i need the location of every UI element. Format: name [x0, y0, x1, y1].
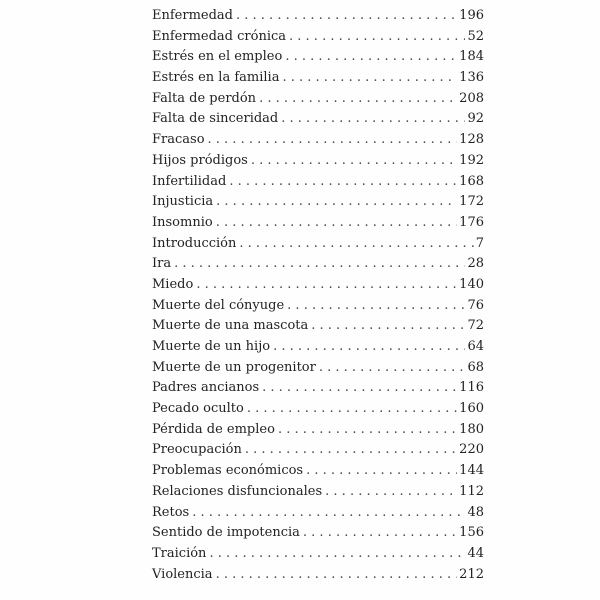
index-list [152, 6, 484, 585]
index-entry [152, 172, 484, 193]
index-entry [152, 234, 484, 255]
entry-page-number: 112 [459, 483, 484, 499]
dot-leader [319, 358, 466, 379]
dot-leader [325, 482, 457, 503]
index-entry [152, 440, 484, 461]
index-entry [152, 503, 484, 524]
index-entry [152, 27, 484, 48]
index-entry [152, 151, 484, 172]
dot-leader [281, 109, 465, 130]
entry-title: Insomnio [152, 214, 213, 230]
dot-leader [251, 151, 457, 172]
dot-leader [306, 461, 457, 482]
entry-page-number: 28 [467, 256, 484, 272]
entry-title: Padres ancianos [152, 380, 260, 396]
dot-leader [196, 275, 457, 296]
dot-leader [273, 337, 465, 358]
dot-leader [247, 399, 457, 420]
dot-leader [289, 27, 465, 48]
entry-page-number: 196 [459, 8, 484, 23]
entry-page-number: 48 [467, 504, 484, 520]
entry-title: Muerte del cónyuge [152, 297, 285, 313]
index-entry [152, 47, 484, 68]
entry-title: Falta de perdón [152, 90, 257, 106]
entry-page-number: 176 [459, 214, 484, 230]
index-entry [152, 275, 484, 296]
entry-page-number: 64 [467, 339, 484, 354]
entry-title: Estrés en el empleo [152, 49, 283, 65]
entry-title: Introducción [152, 235, 237, 251]
index-entry [152, 565, 484, 586]
entry-title: Falta de sinceridad [152, 111, 279, 127]
dot-leader [303, 523, 457, 544]
dot-leader [216, 565, 458, 586]
dot-leader [287, 296, 465, 317]
entry-title: Problemas económicos [152, 463, 304, 479]
index-entry [152, 420, 484, 441]
index-entry [152, 213, 484, 234]
entry-page-number: 76 [467, 297, 484, 313]
entry-page-number: 144 [459, 463, 484, 479]
index-entry [152, 296, 484, 317]
entry-page-number: 168 [459, 173, 484, 189]
entry-page-number: 172 [459, 194, 484, 210]
entry-page-number: 128 [459, 132, 484, 148]
entry-page-number: 212 [459, 566, 484, 582]
dot-leader [216, 213, 457, 234]
dot-leader [239, 234, 473, 255]
entry-page-number: 72 [467, 318, 484, 334]
entry-page-number: 184 [459, 49, 484, 65]
index-entry [152, 109, 484, 130]
entry-title: Ira [152, 256, 172, 272]
index-entry [152, 89, 484, 110]
entry-page-number: 192 [459, 152, 484, 168]
entry-page-number: 52 [467, 28, 484, 44]
index-entry [152, 6, 484, 27]
entry-title: Relaciones disfuncionales [152, 483, 323, 499]
index-entry [152, 482, 484, 503]
index-entry [152, 461, 484, 482]
entry-title: Estrés en la familia [152, 70, 280, 86]
entry-title: Enfermedad crónica [152, 28, 287, 44]
index-entry [152, 68, 484, 89]
index-entry [152, 316, 484, 337]
entry-page-number: 136 [459, 70, 484, 86]
index-entry [152, 192, 484, 213]
dot-leader [278, 420, 457, 441]
entry-title: Muerte de una mascota [152, 318, 309, 334]
entry-title: Muerte de un hijo [152, 339, 271, 354]
index-entry [152, 523, 484, 544]
entry-title: Violencia [152, 566, 213, 582]
entry-title: Preocupación [152, 442, 242, 458]
entry-page-number: 68 [467, 359, 484, 375]
entry-title: Injusticia [152, 194, 214, 210]
entry-title: Infertilidad [152, 173, 227, 189]
entry-page-number: 140 [459, 276, 484, 292]
entry-page-number: 44 [467, 545, 484, 561]
entry-title: Miedo [152, 276, 194, 292]
entry-title: Fracaso [152, 132, 205, 148]
entry-title: Traición [152, 545, 207, 561]
dot-leader [245, 440, 457, 461]
entry-title: Enfermedad [152, 8, 233, 23]
dot-leader [262, 378, 457, 399]
dot-leader [285, 47, 457, 68]
dot-leader [311, 316, 465, 337]
entry-page-number: 160 [459, 401, 484, 417]
entry-title: Muerte de un progenitor [152, 359, 316, 375]
dot-leader [192, 503, 465, 524]
entry-page-number: 220 [459, 442, 484, 458]
entry-page-number: 156 [459, 525, 484, 541]
entry-title: Pérdida de empleo [152, 421, 275, 437]
entry-page-number: 208 [459, 90, 484, 106]
entry-page-number: 7 [475, 235, 484, 251]
index-entry [152, 130, 484, 151]
entry-page-number: 92 [467, 111, 484, 127]
index-entry [152, 378, 484, 399]
dot-leader [209, 544, 465, 565]
entry-title: Retos [152, 504, 190, 520]
entry-page-number: 116 [459, 380, 484, 396]
index-entry [152, 254, 484, 275]
dot-leader [259, 89, 457, 110]
entry-title: Pecado oculto [152, 401, 244, 417]
dot-leader [236, 6, 457, 27]
index-entry [152, 544, 484, 565]
entry-page-number: 180 [459, 421, 484, 437]
dot-leader [282, 68, 457, 89]
index-entry [152, 358, 484, 379]
index-entry [152, 399, 484, 420]
entry-title: Sentido de impotencia [152, 525, 300, 541]
dot-leader [208, 130, 458, 151]
dot-leader [216, 192, 457, 213]
index-entry [152, 337, 484, 358]
dot-leader [229, 172, 457, 193]
dot-leader [174, 254, 465, 275]
entry-title: Hijos pródigos [152, 152, 248, 168]
